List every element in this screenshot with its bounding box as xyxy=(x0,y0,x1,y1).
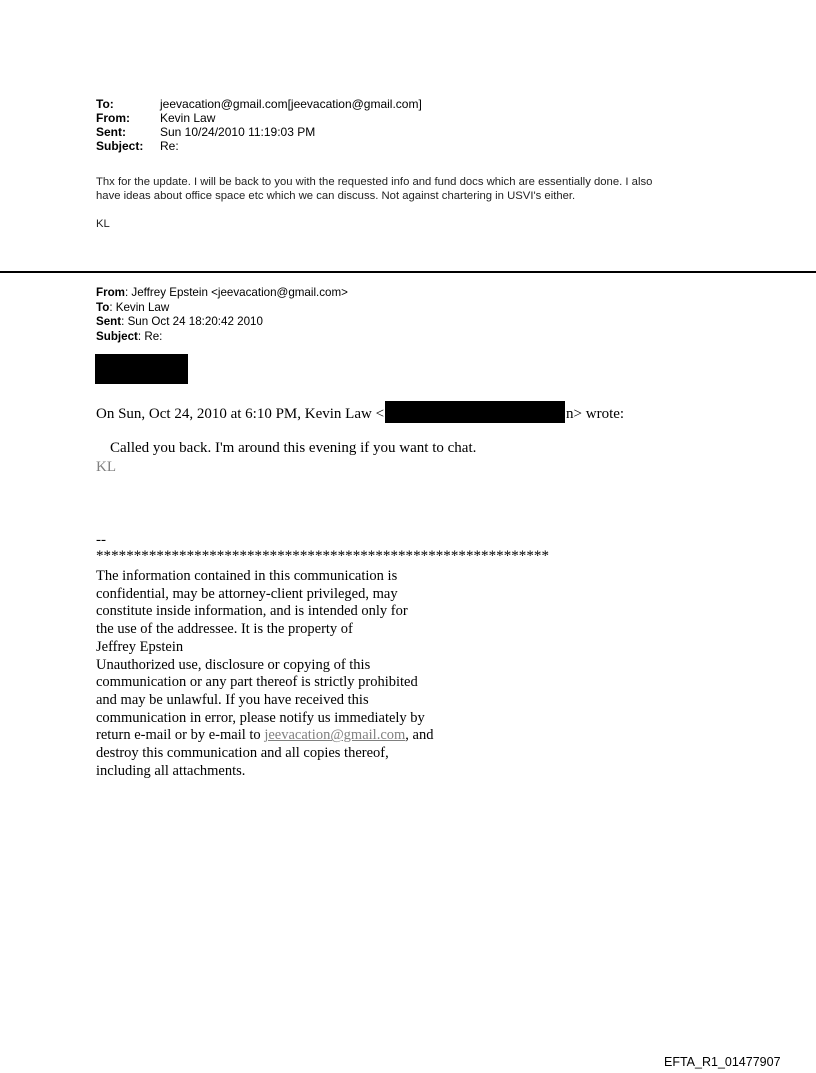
orig-sent-value: : Sun Oct 24 18:20:42 2010 xyxy=(121,315,263,328)
document-id: EFTA_R1_01477907 xyxy=(664,1055,781,1069)
reply-body-line: Thx for the update. I will be back to you with the requested info and fund docs which are essentially done. I also xyxy=(96,176,653,188)
quoted-intro-suffix: n> wrote: xyxy=(566,406,625,422)
orig-subject-label: Subject xyxy=(96,329,138,343)
redaction-block xyxy=(385,401,565,423)
reply-signature: KL xyxy=(96,218,110,230)
to-label: To: xyxy=(96,97,114,111)
disclaimer-line: destroy this communication and all copies thereof, xyxy=(96,745,389,762)
email-link[interactable]: jeevacation@gmail.com xyxy=(264,727,406,744)
disclaimer-line: communication in error, please notify us immediately by xyxy=(96,709,425,726)
disclaimer-line: The information contained in this communication is xyxy=(96,568,398,584)
orig-subject-value: : Re: xyxy=(137,329,163,343)
original-header xyxy=(96,286,348,344)
message-divider xyxy=(0,271,816,273)
redaction-block xyxy=(95,354,188,384)
sent-value: Sun 10/24/2010 11:19:03 PM xyxy=(160,125,316,139)
disclaimer-line: constitute inside information, and is intended only for xyxy=(96,603,408,620)
from-label: From: xyxy=(96,111,130,125)
disclaimer-line: Jeffrey Epstein xyxy=(96,638,184,655)
quoted-signature: KL xyxy=(96,459,116,475)
reply-body-line: have ideas about office space etc which we can discuss. Not against chartering in USVI's either. xyxy=(96,190,576,202)
subject-value: Re: xyxy=(160,139,179,153)
reply-header xyxy=(96,97,422,153)
to-value: jeevacation@gmail.com[jeevacation@gmail.com] xyxy=(160,97,422,111)
disclaimer-line: and may be unlawful. If you have received this xyxy=(96,691,369,708)
separator-dash: -- xyxy=(96,532,106,548)
disclaimer-line: confidential, may be attorney-client privileged, may xyxy=(96,585,398,602)
sent-label: Sent: xyxy=(96,125,126,139)
disclaimer xyxy=(96,568,486,780)
disclaimer-email-line xyxy=(96,727,486,745)
separator-stars: ************************************************************ xyxy=(96,548,549,564)
quoted-intro-prefix: On Sun, Oct 24, 2010 at 6:10 PM, Kevin Law < xyxy=(96,406,385,422)
disclaimer-line: the use of the addressee. It is the property of xyxy=(96,621,353,638)
disclaimer-email-suffix: , and xyxy=(405,727,434,744)
quoted-message: Called you back. I'm around this evening if you want to chat. xyxy=(110,440,477,456)
disclaimer-line: Unauthorized use, disclosure or copying of this xyxy=(96,656,371,673)
disclaimer-email-prefix: return e-mail or by e-mail to xyxy=(96,727,265,744)
quoted-intro xyxy=(96,401,624,424)
orig-to-label: To xyxy=(96,300,110,314)
from-value: Kevin Law xyxy=(160,111,216,125)
reply-body xyxy=(96,175,736,203)
orig-from-label: From xyxy=(96,286,125,299)
orig-sent-label: Sent xyxy=(96,315,122,328)
disclaimer-line: including all attachments. xyxy=(96,762,246,779)
disclaimer-line: communication or any part thereof is strictly prohibited xyxy=(96,674,418,691)
orig-from-value: : Jeffrey Epstein <jeevacation@gmail.com> xyxy=(124,286,348,299)
orig-to-value: : Kevin Law xyxy=(109,300,170,314)
subject-label: Subject: xyxy=(96,139,144,153)
